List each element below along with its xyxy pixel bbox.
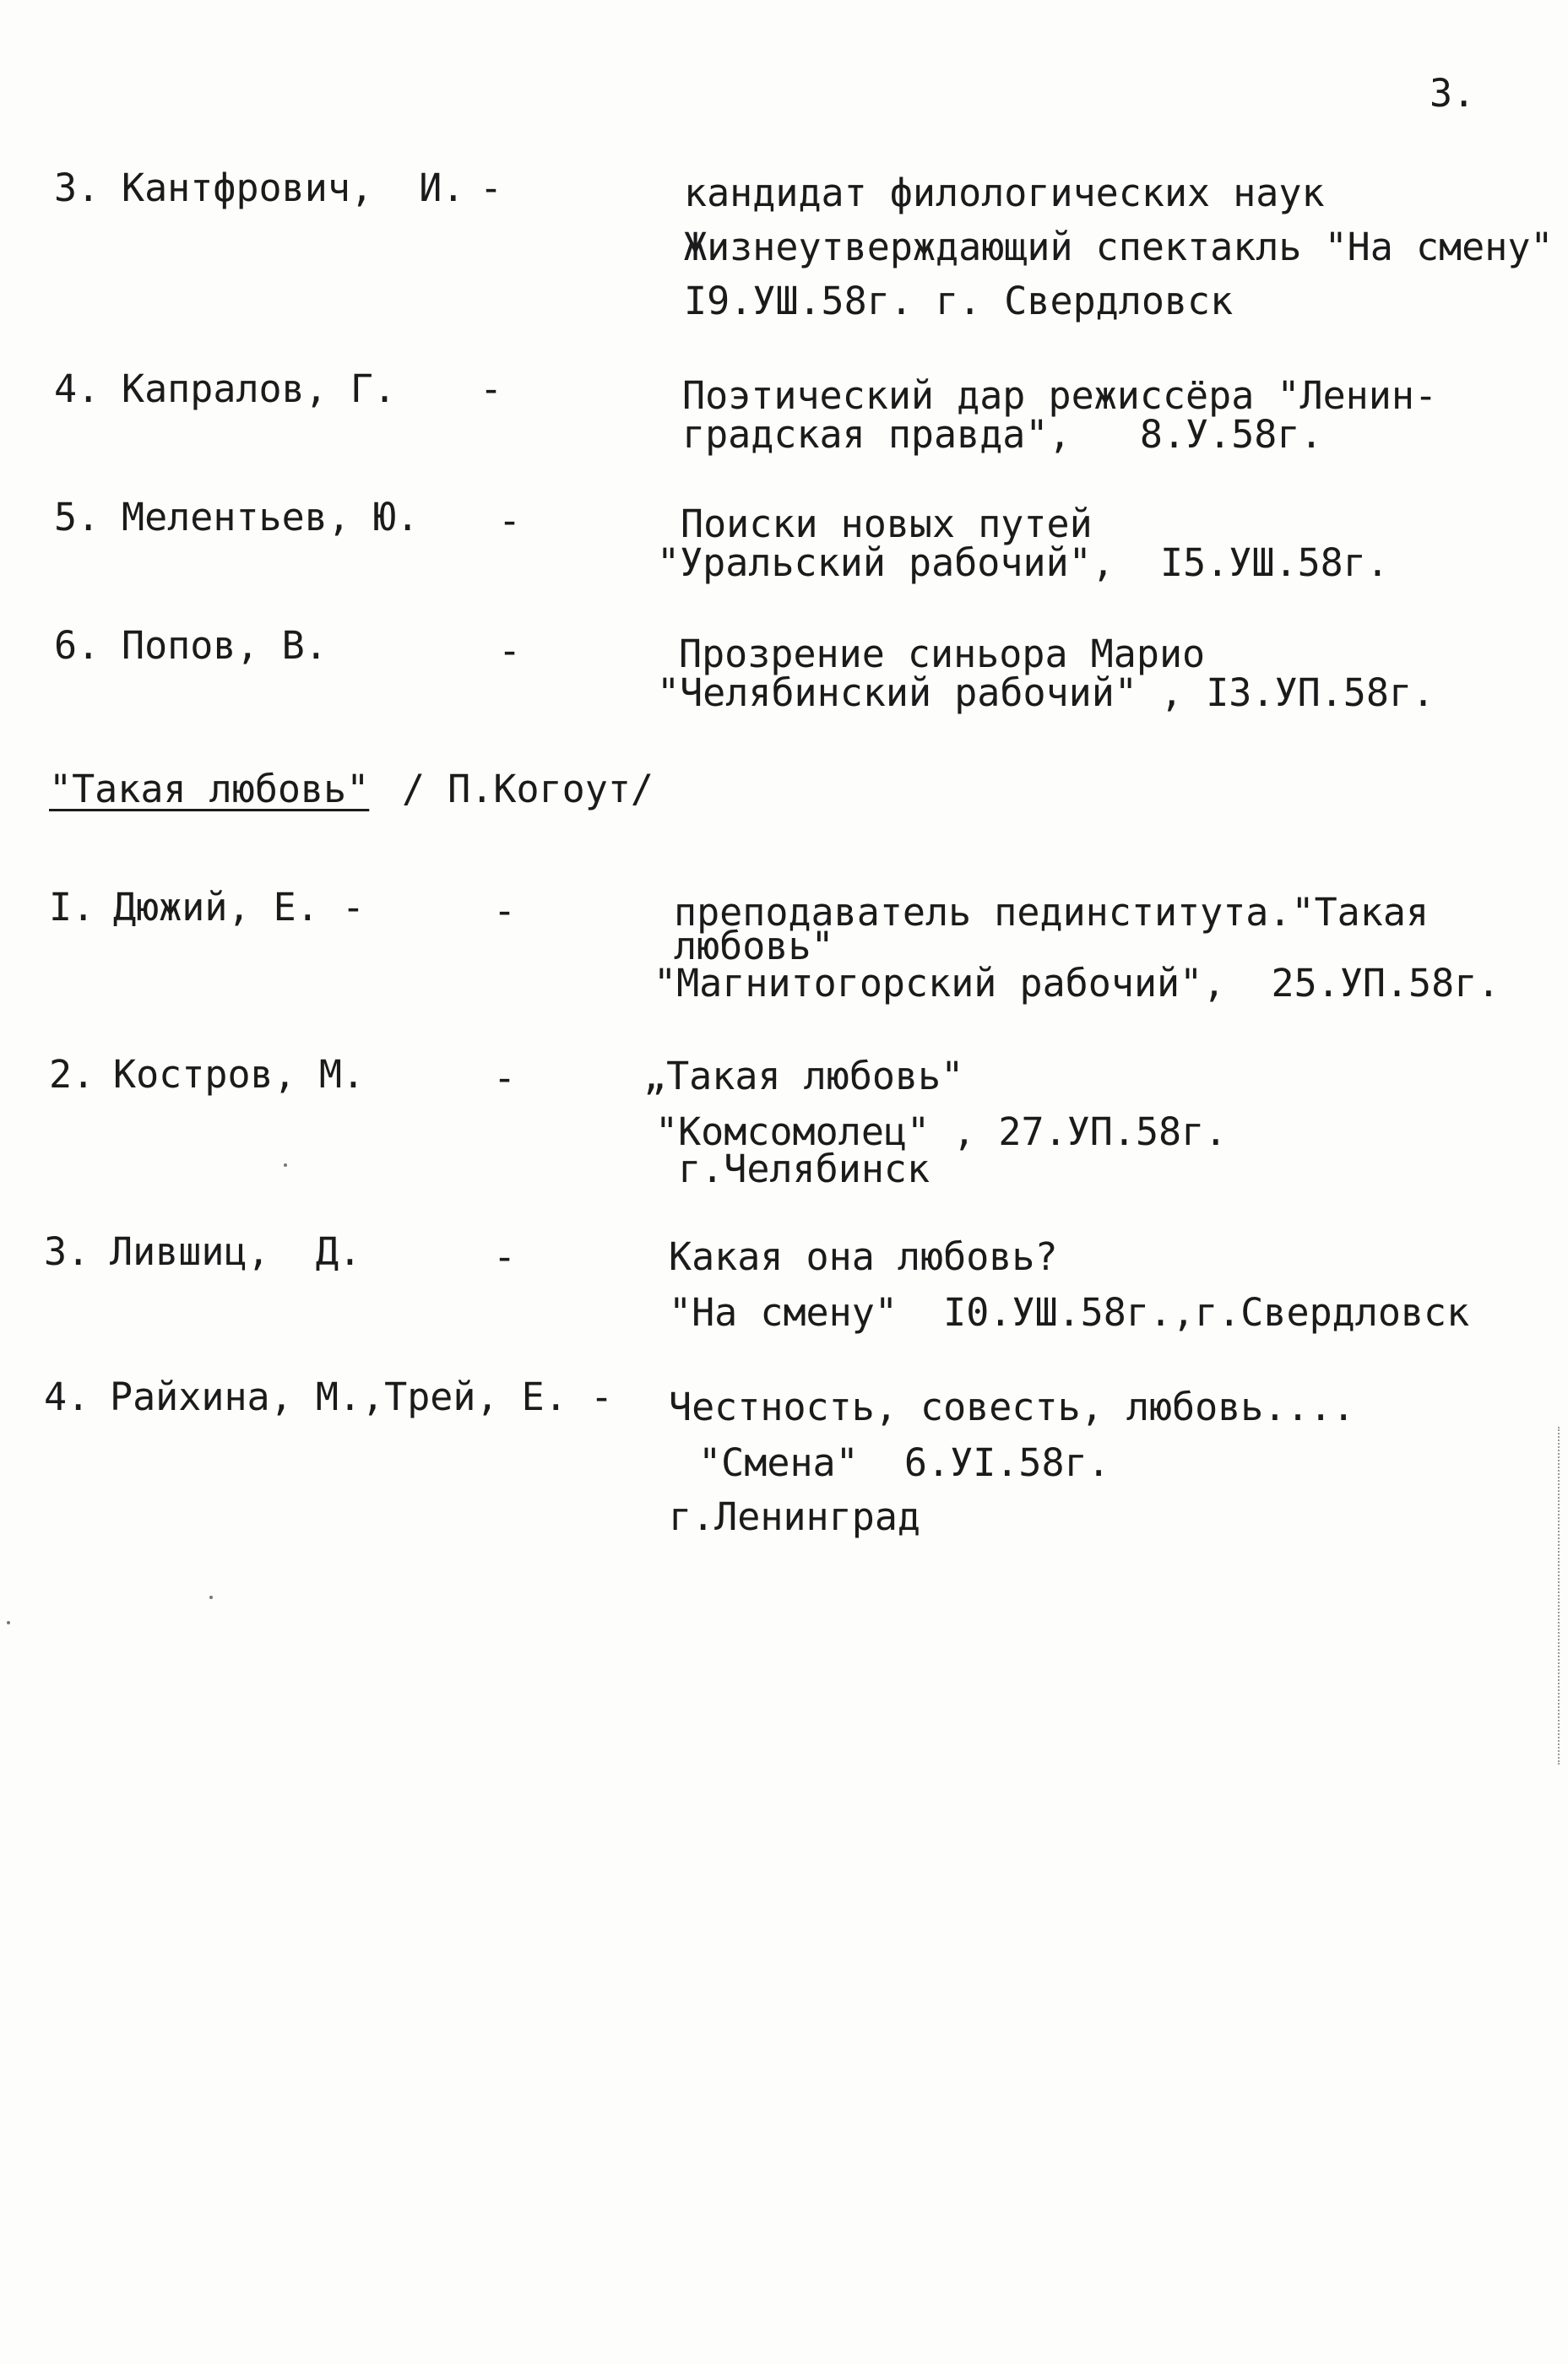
entry-number: 4. xyxy=(44,1374,90,1419)
entry-number: 3. xyxy=(44,1229,90,1274)
entry-number: 6. xyxy=(54,623,100,668)
entry-author: Дюжий, Е. - xyxy=(113,885,366,930)
entry-dash: - xyxy=(493,1234,517,1279)
entry-dash: - xyxy=(480,165,503,210)
entry-number: 4. xyxy=(54,366,100,411)
entry-author: Райхина, М.,Трей, Е. - xyxy=(110,1374,614,1419)
entry-line: "Комсомолец" , 27.УП.58г. xyxy=(655,1109,1228,1154)
entry-dash: - xyxy=(493,888,517,933)
entry-number: I. xyxy=(49,885,95,930)
entry-author: Лившиц, Д. xyxy=(110,1229,362,1274)
entry-line: Поиски новых путей xyxy=(681,502,1093,546)
entry-author: Кантфрович, И. xyxy=(122,165,465,210)
entry-number: 2. xyxy=(49,1052,95,1097)
entry-number: 5. xyxy=(54,495,100,539)
entry-line: Прозрение синьора Марио xyxy=(679,632,1206,676)
entry-line: "Челябинский рабочий" , I3.УП.58г. xyxy=(657,670,1435,715)
entry-author: Костров, М. xyxy=(113,1052,366,1097)
entry-dash: - xyxy=(498,498,522,543)
scan-speck xyxy=(7,1621,10,1624)
section-author: / П.Когоут/ xyxy=(402,767,654,811)
entry-dash: - xyxy=(498,628,522,673)
entry-line: Жизнеутверждающий спектакль "На смену" xyxy=(684,225,1554,269)
entry-line: Какая она любовь? xyxy=(669,1234,1058,1279)
entry-line: градская правда", 8.У.58г. xyxy=(682,412,1323,457)
entry-line: Поэтический дар режиссёра "Ленин- xyxy=(682,373,1438,418)
entry-line: г.Челябинск xyxy=(655,1147,930,1191)
entry-number: 3. xyxy=(54,165,100,210)
entry-line: "Уральский рабочий", I5.УШ.58г. xyxy=(657,540,1389,585)
entry-line: „Такая любовь" xyxy=(643,1054,964,1098)
entry-line: "Магнитогорский рабочий", 25.УП.58г. xyxy=(654,961,1500,1006)
scan-speck xyxy=(209,1596,213,1599)
entry-dash: - xyxy=(480,366,503,411)
scan-speck xyxy=(284,1163,287,1167)
entry-line: I9.УШ.58г. г. Свердловск xyxy=(684,279,1234,323)
entry-author: Попов, В. xyxy=(122,623,328,668)
entry-line: любовь" xyxy=(674,924,834,968)
entry-line: г.Ленинград xyxy=(669,1494,921,1539)
entry-line: "На смену" I0.УШ.58г.,г.Свердловск xyxy=(669,1290,1470,1335)
page-number: 3. xyxy=(1430,71,1476,116)
entry-line: преподаватель пединститута."Такая xyxy=(674,890,1430,935)
entry-dash: - xyxy=(493,1055,517,1100)
scan-edge-rule xyxy=(1558,1427,1560,1765)
section-title: "Такая любовь" xyxy=(49,767,370,811)
entry-line: Честность, совесть, любовь.... xyxy=(669,1385,1355,1429)
entry-line: "Смена" 6.УI.58г. xyxy=(675,1440,1110,1485)
entry-author: Мелентьев, Ю. xyxy=(122,495,420,539)
entry-author: Капралов, Г. xyxy=(122,366,397,411)
entry-line: кандидат филологических наук xyxy=(684,171,1325,215)
